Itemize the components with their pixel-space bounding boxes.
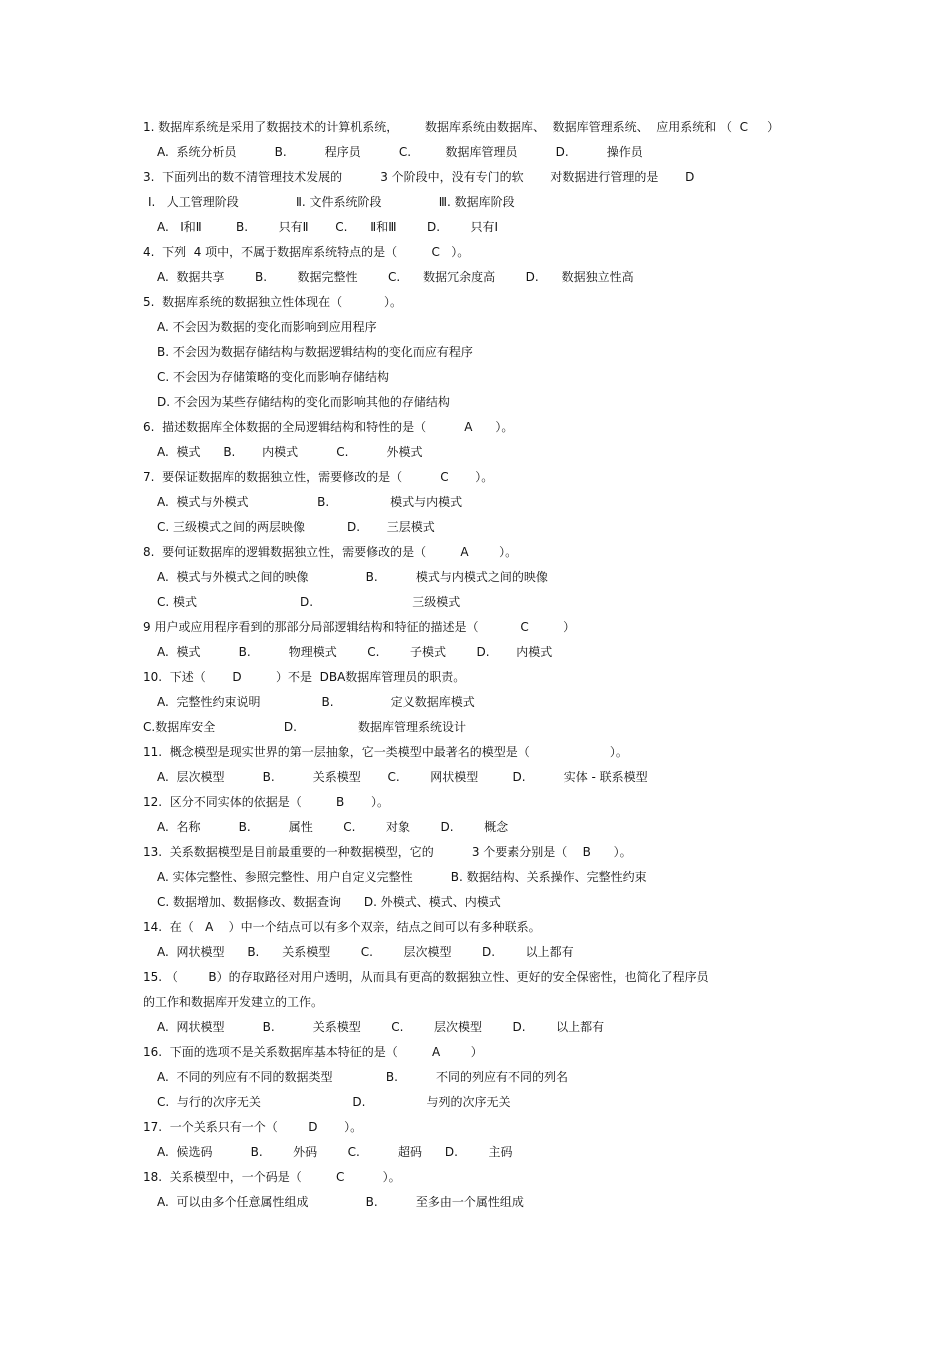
question-1-line-1: 1. 数据库系统是采用了数据技术的计算机系统， 数据库系统由数据库、 数据库管理系统、 应用系统和 （ C ）: [143, 120, 780, 134]
question-11-options: A. 层次模型 B. 关系模型 C. 网状模型 D. 实体 - 联系模型: [157, 770, 648, 784]
question-16-options-2: C. 与行的次序无关 D. 与列的次序无关: [157, 1095, 511, 1109]
question-9-options: A. 模式 B. 物理模式 C. 子模式 D. 内模式: [157, 645, 553, 659]
question-12-line-1: 12. 区分不同实体的依据是（ B ）。: [143, 795, 389, 809]
question-15-options: A. 网状模型 B. 关系模型 C. 层次模型 D. 以上都有: [157, 1020, 605, 1034]
question-5-line-1: 5. 数据库系统的数据独立性体现在（ ）。: [143, 295, 403, 309]
question-15-line-2: 的工作和数据库开发建立的工作。: [143, 995, 324, 1009]
question-13-options-2: C. 数据增加、数据修改、数据查询 D. 外模式、模式、内模式: [157, 895, 501, 909]
question-8-options-1: A. 模式与外模式之间的映像 B. 模式与内模式之间的映像: [157, 570, 548, 584]
question-18-line-1: 18. 关系模型中，一个码是（ C ）。: [143, 1170, 401, 1184]
question-13-line-1: 13. 关系数据模型是目前最重要的一种数据模型，它的 3 个要素分别是（ B ）。: [143, 845, 632, 859]
question-9-line-1: 9 用户或应用程序看到的那部分局部逻辑结构和特征的描述是（ C ）: [143, 620, 576, 634]
question-6-line-1: 6. 描述数据库全体数据的全局逻辑结构和特性的是（ A ）。: [143, 420, 514, 434]
question-5-option-a: A. 不会因为数据的变化而影响到应用程序: [157, 320, 377, 334]
question-5-option-c: C. 不会因为存储策略的变化而影响存储结构: [157, 370, 390, 384]
question-18-options: A. 可以由多个任意属性组成 B. 至多由一个属性组成: [157, 1195, 524, 1209]
question-14-line-1: 14. 在（ A ）中一个结点可以有多个双亲，结点之间可以有多种联系。: [143, 920, 541, 934]
question-7-line-1: 7. 要保证数据库的数据独立性，需要修改的是（ C ）。: [143, 470, 494, 484]
question-16-line-1: 16. 下面的选项不是关系数据库基本特征的是（ A ）: [143, 1045, 483, 1059]
question-3-options: A. Ⅰ和Ⅱ B. 只有Ⅱ C. Ⅱ和Ⅲ D. 只有Ⅰ: [157, 220, 499, 234]
question-1-options: A. 系统分析员 B. 程序员 C. 数据库管理员 D. 操作员: [157, 145, 643, 159]
question-5-option-d: D. 不会因为某些存储结构的变化而影响其他的存储结构: [157, 395, 450, 409]
question-10-options-2: C.数据库安全 D. 数据库管理系统设计: [143, 720, 466, 734]
question-10-line-1: 10. 下述（ D ）不是 DBA数据库管理员的职责。: [143, 670, 466, 684]
question-4-options: A. 数据共享 B. 数据完整性 C. 数据冗余度高 D. 数据独立性高: [157, 270, 634, 284]
question-17-options: A. 候选码 B. 外码 C. 超码 D. 主码: [157, 1145, 513, 1159]
question-3-stages: Ⅰ. 人工管理阶段 Ⅱ. 文件系统阶段 Ⅲ. 数据库阶段: [148, 195, 515, 209]
question-8-options-2: C. 模式 D. 三级模式: [157, 595, 461, 609]
question-15-line-1: 15. （ B）的存取路径对用户透明，从而具有更高的数据独立性、更好的安全保密性，也简化了程序员: [143, 970, 709, 984]
question-12-options: A. 名称 B. 属性 C. 对象 D. 概念: [157, 820, 509, 834]
question-5-option-b: B. 不会因为数据存储结构与数据逻辑结构的变化而应有程序: [157, 345, 473, 359]
question-10-options-1: A. 完整性约束说明 B. 定义数据库模式: [157, 695, 475, 709]
question-7-options-2: C. 三级模式之间的两层映像 D. 三层模式: [157, 520, 435, 534]
question-4-line-1: 4. 下列 4 项中，不属于数据库系统特点的是（ C ）。: [143, 245, 470, 259]
question-13-options-1: A. 实体完整性、参照完整性、用户自定义完整性 B. 数据结构、关系操作、完整性约束: [157, 870, 647, 884]
question-11-line-1: 11. 概念模型是现实世界的第一层抽象，它一类模型中最著名的模型是（ ）。: [143, 745, 628, 759]
question-6-options: A. 模式 B. 内模式 C. 外模式: [157, 445, 423, 459]
question-7-options-1: A. 模式与外模式 B. 模式与内模式: [157, 495, 463, 509]
question-3-line-1: 3. 下面列出的数不清管理技术发展的 3 个阶段中，没有专门的软 对数据进行管理的是 D: [143, 170, 695, 184]
question-8-line-1: 8. 要何证数据库的逻辑数据独立性，需要修改的是（ A ）。: [143, 545, 518, 559]
question-16-options-1: A. 不同的列应有不同的数据类型 B. 不同的列应有不同的列名: [157, 1070, 569, 1084]
question-17-line-1: 17. 一个关系只有一个（ D ）。: [143, 1120, 363, 1134]
question-14-options: A. 网状模型 B. 关系模型 C. 层次模型 D. 以上都有: [157, 945, 574, 959]
